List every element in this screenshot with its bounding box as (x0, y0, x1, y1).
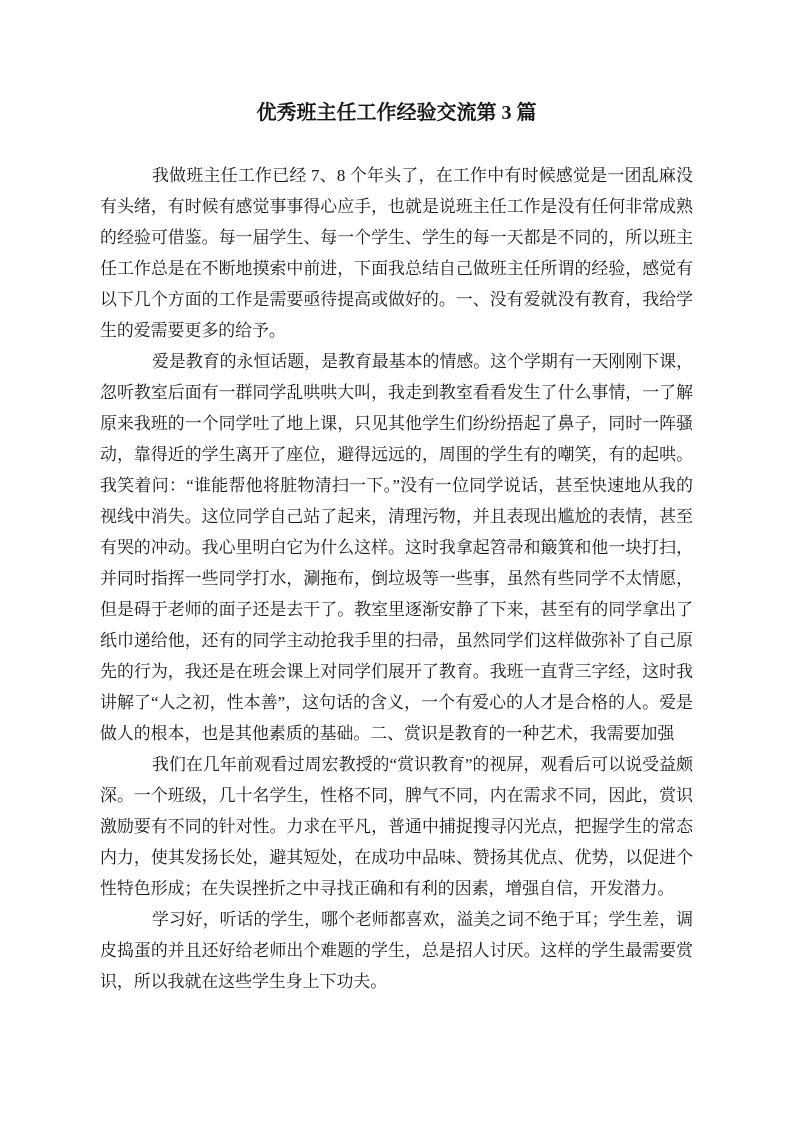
paragraph-love-education: 爱是教育的永恒话题，是教育最基本的情感。这个学期有一天刚刚下课，忽听教室后面有一群同学乱哄哄大叫，我走到教室看看发生了什么事情，一了解原来我班的一个同学吐了地上课，只见其他学生们纷纷捂起了鼻子，同时一阵骚动，靠得近的学生离开了座位，避得远远的，周围的学生有的嘲笑，有的起哄。我笑着问：“谁能帮他将脏物清扫一下。”没有一位同学说话，甚至快速地从我的视线中消失。这位同学自己站了起来，清理污物，并且表现出尴尬的表情，甚至有哭的冲动。我心里明白它为什么这样。这时我拿起笤帚和簸箕和他一块打扫，并同时指挥一些同学打水，涮拖布，倒垃圾等一些事，虽然有些同学不太情愿，但是碍于老师的面子还是去干了。教室里逐渐安静了下来，甚至有的同学拿出了纸巾递给他，还有的同学主动抢我手里的扫帚，虽然同学们这样做弥补了自己原先的行为，我还是在班会课上对同学们展开了教育。我班一直背三字经，这时我讲解了“人之初，性本善”，这句话的含义，一个有爱心的人才是合格的人。爱是做人的根本，也是其他素质的基础。二、赏识是教育的一种艺术，我需要加强 (100, 352, 693, 743)
paragraph-closing: 学习好，听话的学生，哪个老师都喜欢，溢美之词不绝于耳；学生差，调皮捣蛋的并且还好给老师出个难题的学生，总是招人讨厌。这样的学生最需要赏识，所以我就在这些学生身上下功夫。 (100, 910, 693, 991)
paragraph-appreciation-education: 我们在几年前观看过周宏教授的“赏识教育”的视屏，观看后可以说受益颇深。一个班级，几十名学生，性格不同，脾气不同，内在需求不同，因此，赏识激励要有不同的针对性。力求在平凡，普通中捕捉搜寻闪光点，把握学生的常态内力，使其发扬长处，避其短处，在成功中品味、赞扬其优点、优势，以促进个性特色形成；在失误挫折之中寻找正确和有利的因素，增强自信，开发潜力。 (100, 755, 693, 898)
paragraph-intro: 我做班主任工作已经 7、8 个年头了，在工作中有时候感觉是一团乱麻没有头绪，有时候有感觉事事得心应手，也就是说班主任工作是没有任何非常成熟的经验可借鉴。每一届学生、每一个学生、学生的每一天都是不同的，所以班主任工作总是在不断地摸索中前进，下面我总结自己做班主任所谓的经验，感觉有以下几个方面的工作是需要亟待提高或做好的。一、没有爱就没有教育，我给学生的爱需要更多的给予。 (100, 166, 693, 340)
document-title: 优秀班主任工作经验交流第 3 篇 (256, 102, 537, 124)
